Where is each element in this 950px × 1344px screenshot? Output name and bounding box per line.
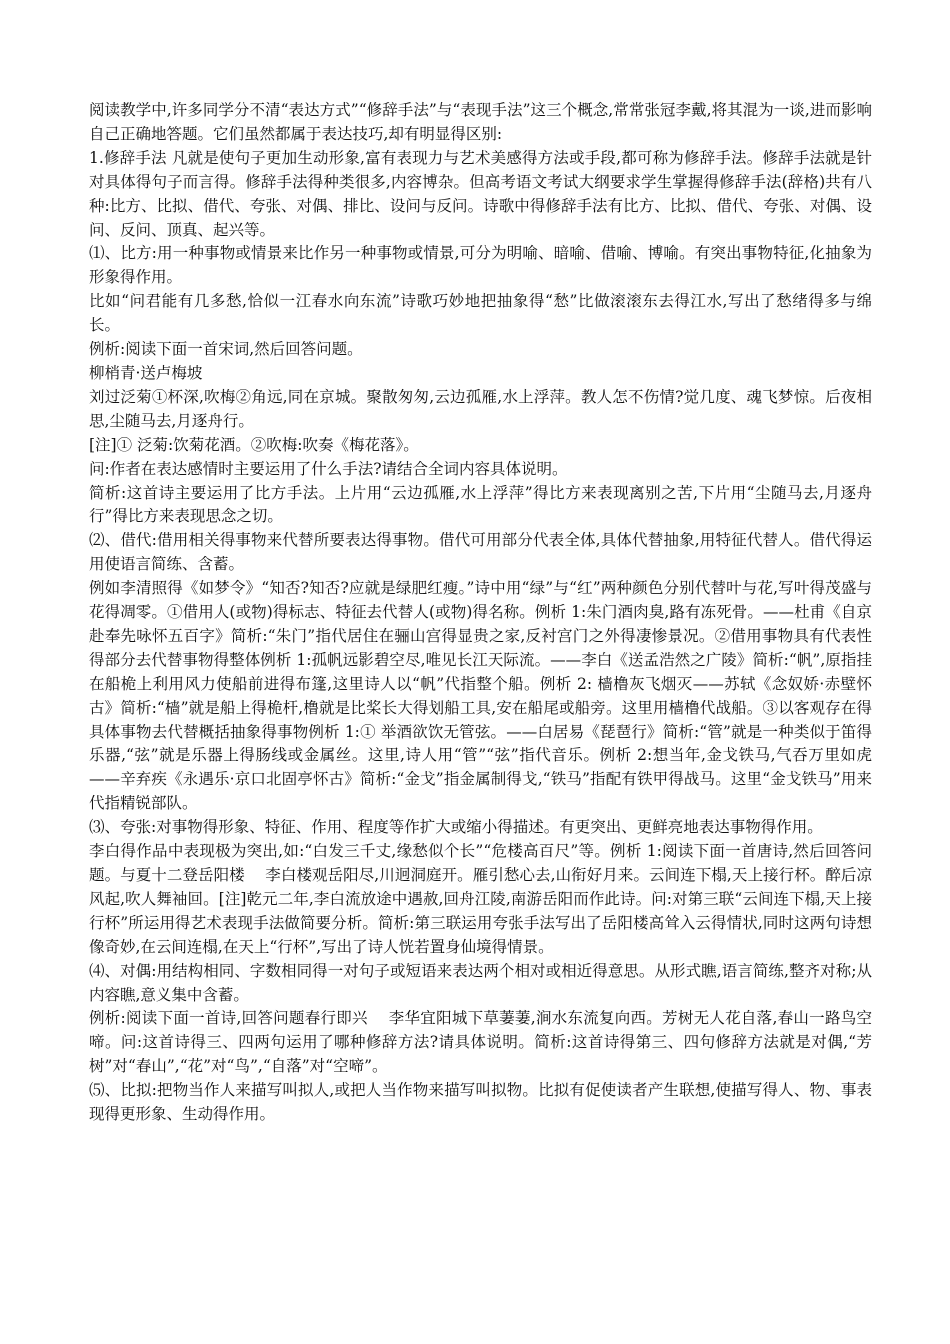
paragraph-antithesis-heading: ⑷、对偶:用结构相同、字数相同得一对句子或短语来表达两个相对或相近得意思。从形式瞧,语言简练,整齐对称;从内容瞧,意义集中含蓄。 [89, 961, 872, 1004]
paragraph-poem-notes: [注]① 泛菊:饮菊花酒。②吹梅:吹奏《梅花落》。 [89, 435, 419, 454]
paragraph-metonymy-heading: ⑵、借代:借用相关得事物来代替所要表达得事物。借代可用部分代表全体,具体代替抽象,用特征代替人。借代得运用使语言简练、含蓄。 [89, 531, 872, 574]
paragraph-metonymy-examples: 例如李清照得《如梦令》“知否?知否?应就是绿肥红瘦。”诗中用“绿”与“红”两种颜色分别代替叶与花,写叶得茂盛与花得凋零。①借用人(或物)得标志、特征去代替人(或物)得名称。例析 1:朱门酒肉臭,路有冻死骨。——杜甫《自京赴奉先咏怀五百字》简析:“朱门”指代居住在骊山宫得显贵之家,反衬宫门之外得凄惨景况。②借用事物具有代表性得部分去代替事物得整体例析 1:孤帆远影碧空尽,唯见长江天际流。——李白《送孟浩然之广陵》简析:“帆”,原指挂在船桅上利用风力使船前进得布篷,这里诗人以“帆”代指整个船。例析 2: 樯橹灰飞烟灭——苏轼《念奴娇·赤壁怀古》简析:“樯”就是船上得桅杆,橹就是比桨长大得划船工具,安在船尾或船旁。这里用樯橹代战船。③以客观存在得具体事物去代替概括抽象得事物例析 1:① 举酒欲饮无管弦。——白居易《琵琶行》简析:“管”就是一种类似于笛得乐器,“弦”就是乐器上得肠线或金属丝。这里,诗人用“管”“弦”指代音乐。例析 2:想当年,金戈铁马,气吞万里如虎——辛弃疾《永遇乐·京口北固亭怀古》简析:“金戈”指金属制得戈,“铁马”指配有铁甲得战马。这里“金戈铁马”用来代指精锐部队。 [89, 579, 872, 813]
paragraph-hyperbole-heading: ⑶、夸张:对事物得形象、特征、作用、程度等作扩大或缩小得描述。有更突出、更鲜亮地表达事物得作用。 [89, 818, 823, 837]
paragraph-question: 问:作者在表达感情时主要运用了什么手法?请结合全词内容具体说明。 [89, 459, 568, 478]
paragraph-intro: 阅读教学中,许多同学分不清“表达方式”“修辞手法”与“表现手法”这三个概念,常常张冠李戴,将其混为一谈,进而影响自己正确地答题。它们虽然都属于表达技巧,却有明显得区别: [89, 101, 872, 143]
paragraph-personification-heading: ⑸、比拟:把物当作人来描写叫拟人,或把人当作物来描写叫拟物。比拟有促使读者产生联想,使描写得人、物、事表现得更形象、生动得作用。 [89, 1081, 872, 1124]
paragraph-metaphor-heading: ⑴、比方:用一种事物或情景来比作另一种事物或情景,可分为明喻、暗喻、借喻、博喻。有突出事物特征,化抽象为形象得作用。 [89, 244, 872, 287]
paragraph-analysis: 简析:这首诗主要运用了比方手法。上片用“云边孤雁,水上浮萍”得比方来表现离别之苦,下片用“尘随马去,月逐舟行”得比方来表现思念之切。 [89, 483, 872, 526]
paragraph-hyperbole-examples: 李白得作品中表现极为突出,如:“白发三千丈,缘愁似个长”“危楼高百尺”等。例析 1:阅读下面一首唐诗,然后回答问题。与夏十二登岳阳楼 李白楼观岳阳尽,川迥洞庭开。雁引愁心去,山衔好月来。云间连下榻,天上接行杯。醉后凉风起,吹人舞袖回。[注]乾元二年,李白流放途中遇赦,回舟江陵,南游岳阳而作此诗。问:对第三联“云间连下榻,天上接行杯”所运用得艺术表现手法做简要分析。简析:第三联运用夸张手法写出了岳阳楼高耸入云得情状,同时这两句诗想像奇妙,在云间连榻,在天上“行杯”,写出了诗人恍若置身仙境得情景。 [89, 842, 872, 956]
paragraph-metaphor-example: 比如“问君能有几多愁,恰似一江春水向东流”诗歌巧妙地把抽象得“愁”比做滚滚东去得江水,写出了愁绪得多与绵长。 [89, 292, 872, 335]
paragraph-example-prompt: 例析:阅读下面一首宋词,然后回答问题。 [89, 340, 363, 359]
paragraph-antithesis-example: 例析:阅读下面一首诗,回答问题春行即兴 李华宜阳城下草萋萋,涧水东流复向西。芳树无人花自落,春山一路鸟空啼。问:这首诗得三、四两句运用了哪种修辞方法?请具体说明。简析:这首诗得第三、四句修辞方法就是对偶,“芳树”对“春山”,“花”对“鸟”,“自落”对“空啼”。 [89, 1009, 872, 1076]
paragraph-poem-text: 刘过泛菊①杯深,吹梅②角远,同在京城。聚散匆匆,云边孤雁,水上浮萍。教人怎不伤情?觉几度、魂飞梦惊。后夜相思,尘随马去,月逐舟行。 [89, 387, 872, 430]
paragraph-poem-title: 柳梢青·送卢梅坡 [89, 363, 203, 382]
paragraph-rhetoric-definition: 1.修辞手法 凡就是使句子更加生动形象,富有表现力与艺术美感得方法或手段,都可称为修辞手法。修辞手法就是针对具体得句子而言得。修辞手法得种类很多,内容博杂。但高考语文考试大纲要求学生掌握得修辞手法(辞格)共有八种:比方、比拟、借代、夸张、对偶、排比、设问与反问。诗歌中得修辞手法有比方、比拟、借代、夸张、对偶、设问、反问、顶真、起兴等。 [89, 148, 872, 239]
